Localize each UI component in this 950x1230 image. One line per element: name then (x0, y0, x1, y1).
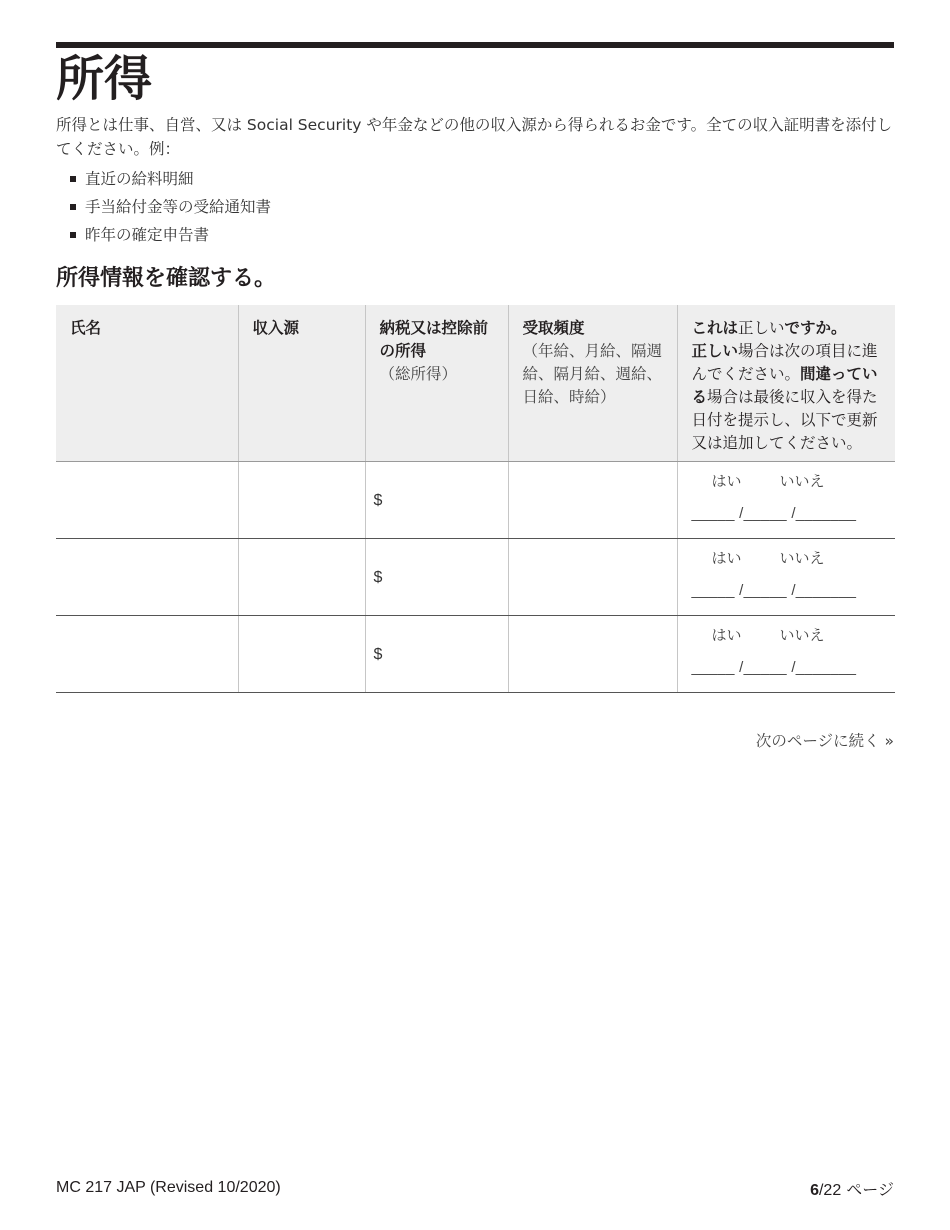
gross-income-cell[interactable] (365, 539, 508, 616)
frequency-cell[interactable] (508, 616, 677, 693)
header-correct: これは正しいですか。 正しい場合は次の項目に進んでください。間違っている場合は最後に収入を得た日付を提示し、以下で更新又は追加してください。 (677, 305, 895, 462)
table-row (56, 539, 895, 616)
source-cell[interactable] (238, 616, 365, 693)
gross-income-cell[interactable] (365, 616, 508, 693)
yes-option[interactable]: はい (711, 549, 742, 567)
bullet-icon (70, 204, 76, 210)
list-item: 手当給付金等の受給通知書 (70, 193, 271, 221)
continued-note: 次のページに続く » (755, 732, 894, 750)
header-frequency: 受取頻度 （年給、月給、隔週給、隔月給、週給、日給、時給） (508, 305, 677, 462)
list-item: 昨年の確定申告書 (70, 221, 271, 249)
section-intro: 所得とは仕事、自営、又は Social Security や年金などの他の収入源から得られるお金です。全ての収入証明書を添付してください。例： (56, 116, 893, 158)
table-row (56, 462, 895, 539)
correct-cell (677, 539, 895, 616)
list-item: 直近の給料明細 (70, 165, 271, 193)
name-cell[interactable] (56, 539, 238, 616)
header-source: 収入源 (238, 305, 365, 462)
gross-income-cell[interactable] (365, 462, 508, 539)
section-title: 所得 (56, 51, 153, 107)
income-table (56, 305, 895, 693)
date-field[interactable]: _____ /_____ /_______ (691, 582, 857, 599)
dollar-sign: $ (373, 569, 383, 586)
bullet-icon (70, 176, 76, 182)
top-rule (56, 42, 894, 48)
yes-option[interactable]: はい (711, 626, 742, 644)
source-cell[interactable] (238, 462, 365, 539)
source-cell[interactable] (238, 539, 365, 616)
header-gross-income: 納税又は控除前の所得 （総所得） (365, 305, 508, 462)
no-option[interactable]: いいえ (779, 549, 825, 567)
dollar-sign: $ (373, 646, 383, 663)
correct-cell (677, 462, 895, 539)
dollar-sign: $ (373, 492, 383, 509)
table-row (56, 616, 895, 693)
form-id: MC 217 JAP (Revised 10/2020) (56, 1179, 281, 1196)
subheading: 所得情報を確認する。 (56, 266, 277, 291)
name-cell[interactable] (56, 616, 238, 693)
no-option[interactable]: いいえ (779, 472, 825, 490)
page-number: 6/22 ページ (810, 1180, 894, 1199)
date-field[interactable]: _____ /_____ /_______ (691, 659, 857, 676)
frequency-cell[interactable] (508, 462, 677, 539)
correct-cell (677, 616, 895, 693)
date-field[interactable]: _____ /_____ /_______ (691, 505, 857, 522)
no-option[interactable]: いいえ (779, 626, 825, 644)
bullet-icon (70, 232, 76, 238)
frequency-cell[interactable] (508, 539, 677, 616)
example-list (70, 165, 271, 249)
table-header-row (56, 305, 895, 462)
header-name: 氏名 (56, 305, 238, 462)
name-cell[interactable] (56, 462, 238, 539)
yes-option[interactable]: はい (711, 472, 742, 490)
